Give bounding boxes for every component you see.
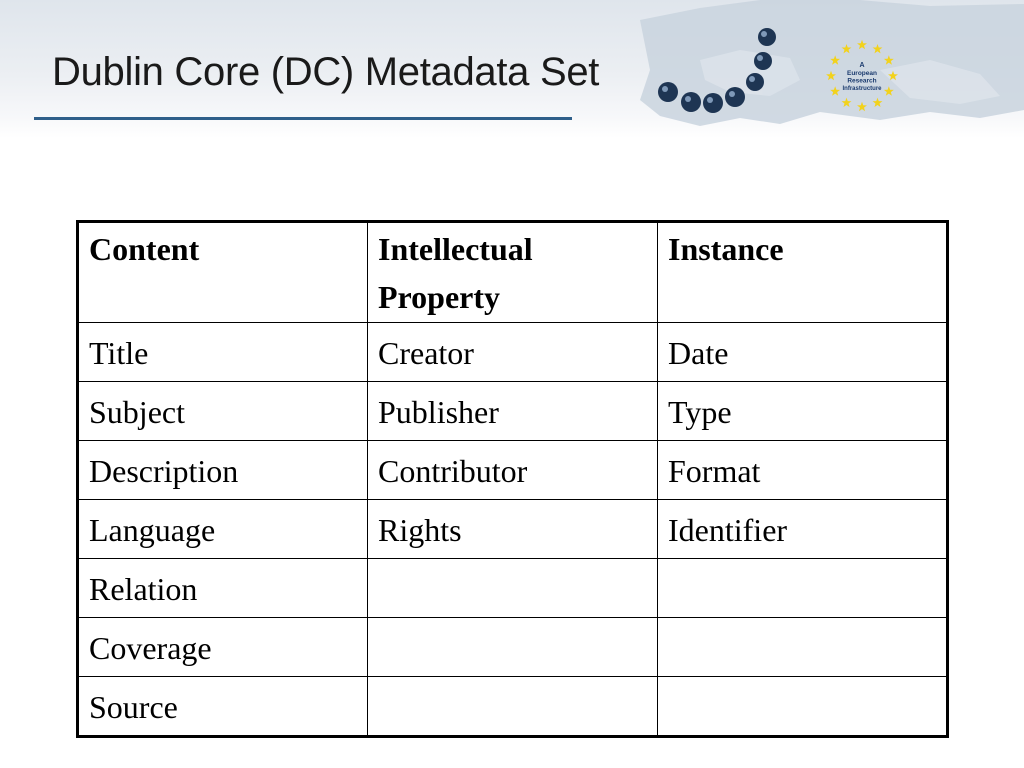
table-row [78,323,948,382]
table-cell: Coverage [78,618,368,677]
star-icon [857,40,867,49]
table-row [78,382,948,441]
table-cell: Rights [368,500,658,559]
table-cell [658,559,948,618]
table-cell [368,559,658,618]
table-cell: Subject [78,382,368,441]
european-research-infrastructure-logo [820,34,904,118]
table-cell: Date [658,323,948,382]
star-icon [873,44,883,53]
table-cell [658,677,948,737]
table-cell [368,618,658,677]
table-row [78,500,948,559]
slide-title: Dublin Core (DC) Metadata Set [52,50,600,94]
table-row [78,618,948,677]
logo-text-line-3: Research [847,77,877,85]
table-cell: Description [78,441,368,500]
table-header-row [78,222,948,323]
table-cell [368,677,658,737]
star-icon [842,98,852,107]
star-icon [873,98,883,107]
table-cell: Creator [368,323,658,382]
star-icon [884,55,894,64]
star-icon [830,55,840,64]
slide-header [0,0,1024,138]
table-cell: Identifier [658,500,948,559]
table-cell [658,618,948,677]
dublin-core-table [76,220,949,738]
star-icon [826,71,836,80]
table-cell: Publisher [368,382,658,441]
title-underline [34,117,572,120]
star-icon [830,86,840,95]
logo-text-line-1: A [859,62,865,69]
column-header-instance: Instance [658,222,948,323]
table-row [78,559,948,618]
table-cell: Format [658,441,948,500]
logo-text-line-2: European [847,70,877,77]
table-cell: Relation [78,559,368,618]
logo-text-line-4: Infrastructure [842,86,882,92]
star-icon [842,44,852,53]
column-header-content: Content [78,222,368,323]
column-header-intellectual-property: Intellectual Property [368,222,658,323]
star-icon [884,86,894,95]
table-row [78,677,948,737]
table-row [78,441,948,500]
star-icon [888,71,898,80]
star-icon [857,102,867,111]
table-cell: Contributor [368,441,658,500]
table-cell: Type [658,382,948,441]
table-cell: Source [78,677,368,737]
table-cell: Title [78,323,368,382]
table-cell: Language [78,500,368,559]
